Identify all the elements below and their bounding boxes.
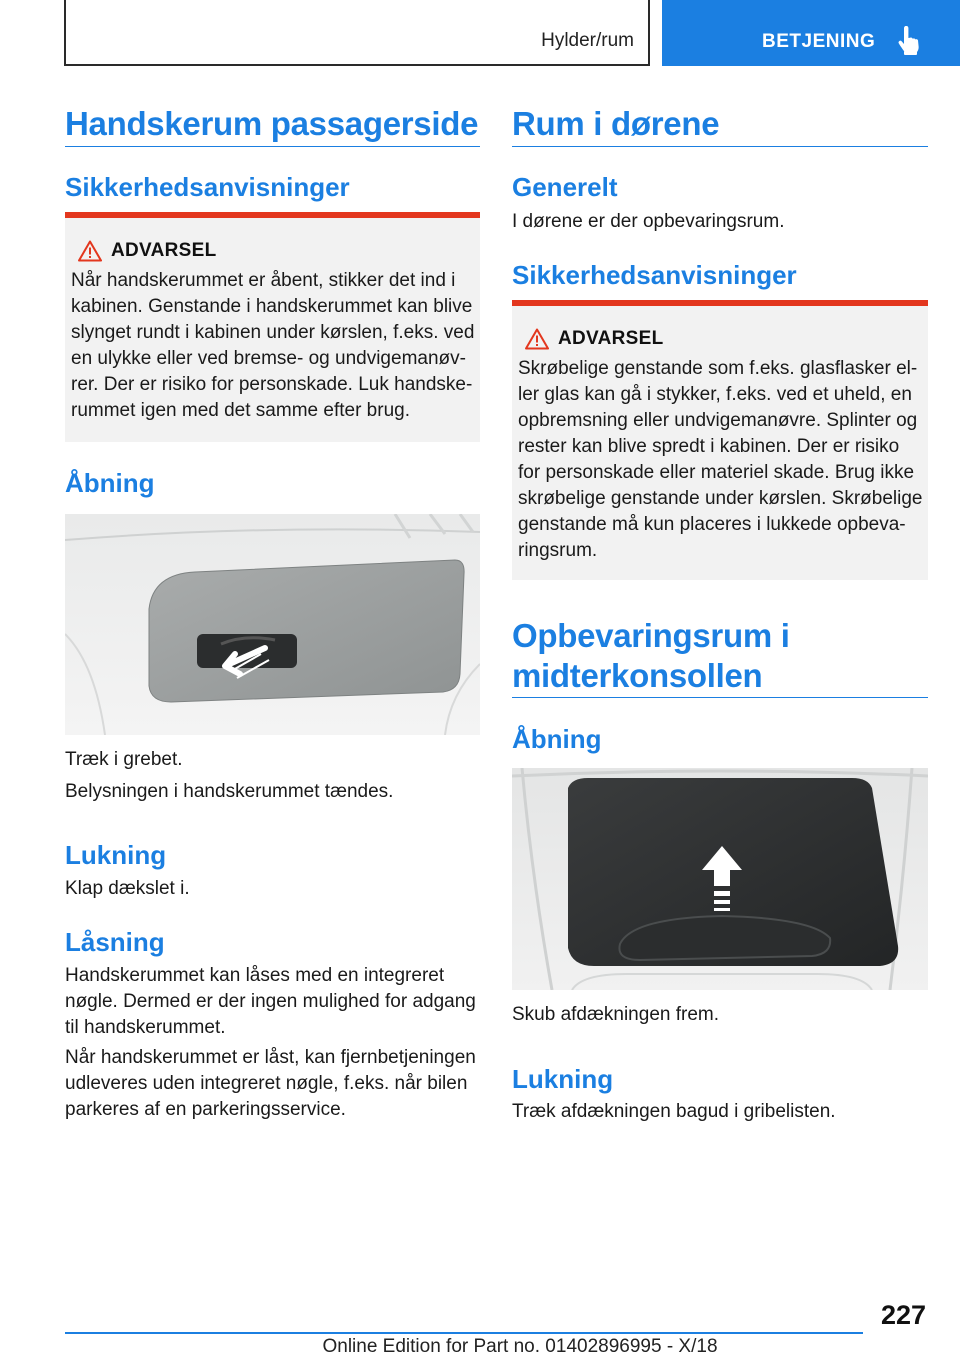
warning-triangle-icon	[525, 328, 549, 350]
safety-heading: Sikkerhedsanvisninger	[65, 172, 350, 202]
locking-paragraph-2	[65, 1045, 480, 1123]
warning-box	[65, 212, 480, 442]
console-title	[512, 616, 790, 696]
warning-line: Når handskerummet er åbent, stikker det ind i	[71, 270, 456, 291]
header-section-box	[64, 0, 650, 66]
console-opening-text: Skub afdækningen frem.	[512, 1004, 720, 1025]
safety-heading: Sikkerhedsanvisninger	[512, 260, 797, 290]
warning-header	[65, 238, 480, 264]
console-title-line: Opbevaringsrum i	[512, 617, 790, 654]
opening-step-2: Belysningen i handskerummet tændes.	[65, 781, 394, 802]
text-line: udleveres uden integreret nøgle, f.eks. når bilen	[65, 1073, 468, 1094]
warning-line: for personskade eller materiel skade. Brug ikke	[518, 462, 915, 483]
warning-box	[512, 300, 928, 580]
locking-paragraph-1	[65, 963, 480, 1041]
warning-title: ADVARSEL	[558, 328, 664, 349]
text-line: Når handskerummet er låst, kan fjernbetjeningen	[65, 1047, 476, 1068]
warning-line: slynget rundt i kabinen under kørslen, f.eks. ved	[71, 322, 475, 343]
console-title-line: midterkonsollen	[512, 657, 763, 694]
locking-heading: Låsning	[65, 927, 165, 957]
glovebox-photo	[65, 514, 480, 735]
warning-line: rester kan blive spredt i kabinen. Der er risiko	[518, 436, 900, 457]
warning-line: genstande må kun placeres i lukkede opbeva-	[518, 514, 906, 535]
warning-text	[71, 268, 476, 424]
chapter-tab-label: BETJENING	[762, 31, 876, 52]
closing-text: Klap dækslet i.	[65, 878, 190, 899]
hand-pointer-icon	[896, 26, 924, 56]
header-section-title: Hylder/rum	[541, 30, 634, 51]
warning-header	[512, 326, 928, 352]
console-closing-text: Træk afdækningen bagud i gribelisten.	[512, 1101, 836, 1122]
warning-line: opbremsning eller undvigemanøvre. Splinter og	[518, 410, 918, 431]
warning-line: Skrøbelige genstande som f.eks. glasflasker el-	[518, 358, 918, 379]
opening-heading: Åbning	[65, 468, 155, 498]
warning-triangle-icon	[78, 240, 102, 262]
title-rule	[512, 697, 928, 698]
door-compartments-title: Rum i dørene	[512, 105, 720, 142]
closing-heading: Lukning	[65, 840, 167, 870]
warning-line: skrøbelige genstande under kørslen. Skrøbelige	[518, 488, 923, 509]
text-line: nøgle. Dermed er der ingen mulighed for adgang	[65, 991, 476, 1012]
footer-edition: Online Edition for Part no. 01402896995 - X/18	[322, 1336, 718, 1357]
warning-line: rummet igen med det samme efter brug.	[71, 400, 410, 421]
console-closing-heading: Lukning	[512, 1064, 614, 1094]
console-photo	[512, 768, 928, 990]
title-rule	[65, 146, 480, 147]
warning-line: ler glas kan gå i stykker, f.eks. ved et uheld, en	[518, 384, 912, 405]
text-line: til handskerummet.	[65, 1017, 226, 1038]
warning-line: en ulykke eller ved bremse- og undvigemanøv-	[71, 348, 466, 369]
warning-line: kabinen. Genstande i handskerummet kan blive	[71, 296, 473, 317]
title-rule	[512, 146, 928, 147]
footer-rule	[65, 1332, 863, 1334]
glovebox-title: Handskerum passagerside	[65, 105, 479, 142]
text-line: parkeres af en parkeringsservice.	[65, 1099, 346, 1120]
page-number: 227	[880, 1300, 926, 1330]
general-heading: Generelt	[512, 172, 618, 202]
console-opening-heading: Åbning	[512, 724, 602, 754]
warning-text	[518, 356, 923, 564]
warning-line: ringsrum.	[518, 540, 598, 561]
chapter-tab[interactable]	[662, 0, 960, 66]
warning-line: rer. Der er risiko for personskade. Luk handske-	[71, 374, 473, 395]
opening-step-1: Træk i grebet.	[65, 749, 183, 770]
general-text: I dørene er der opbevaringsrum.	[512, 211, 785, 232]
warning-title: ADVARSEL	[111, 240, 217, 261]
text-line: Handskerummet kan låses med en integreret	[65, 965, 445, 986]
